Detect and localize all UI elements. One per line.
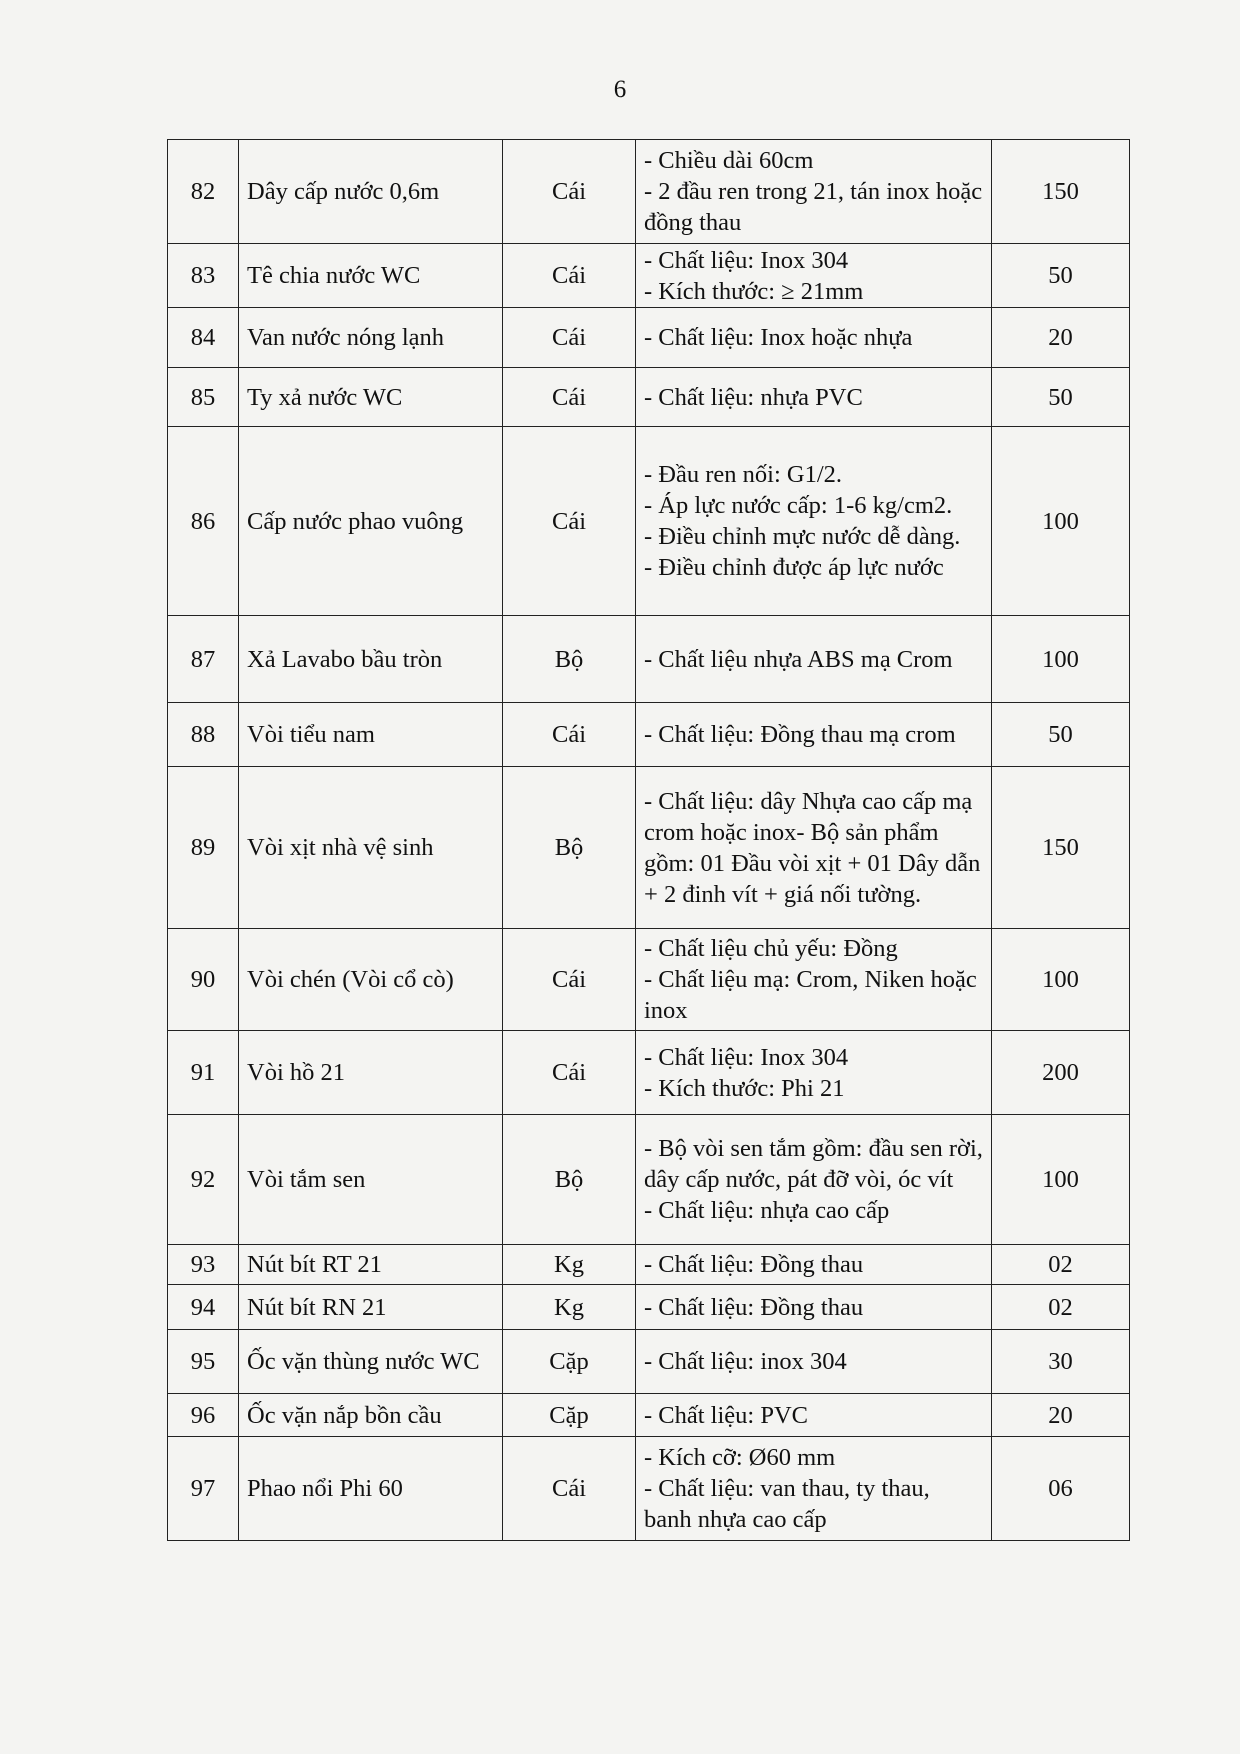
item-name: Vòi tắm sen	[239, 1115, 503, 1245]
item-unit: Cái	[503, 427, 636, 616]
row-number: 87	[168, 616, 239, 703]
items-table-body	[168, 140, 1130, 1541]
item-spec: - Chất liệu: Inox hoặc nhựa	[636, 308, 992, 368]
item-spec: - Chất liệu chủ yếu: Đồng - Chất liệu mạ: Crom, Niken hoặc inox	[636, 929, 992, 1031]
table-row	[168, 767, 1130, 929]
item-name: Phao nổi Phi 60	[239, 1437, 503, 1541]
items-table	[167, 139, 1130, 1541]
item-quantity: 100	[992, 1115, 1130, 1245]
item-unit: Cặp	[503, 1394, 636, 1437]
row-number: 94	[168, 1285, 239, 1330]
table-row	[168, 616, 1130, 703]
row-number: 83	[168, 244, 239, 308]
item-unit: Cái	[503, 1031, 636, 1115]
table-row	[168, 703, 1130, 767]
item-spec: - Chiều dài 60cm - 2 đầu ren trong 21, tán inox hoặc đồng thau	[636, 140, 992, 244]
item-spec: - Chất liệu: Inox 304 - Kích thước: Phi 21	[636, 1031, 992, 1115]
item-unit: Cái	[503, 140, 636, 244]
item-name: Ốc vặn thùng nước WC	[239, 1330, 503, 1394]
row-number: 90	[168, 929, 239, 1031]
item-name: Dây cấp nước 0,6m	[239, 140, 503, 244]
item-unit: Cái	[503, 308, 636, 368]
item-quantity: 02	[992, 1245, 1130, 1285]
item-quantity: 50	[992, 244, 1130, 308]
item-spec: - Kích cỡ: Ø60 mm - Chất liệu: van thau, ty thau, banh nhựa cao cấp	[636, 1437, 992, 1541]
table-row	[168, 1285, 1130, 1330]
item-quantity: 100	[992, 929, 1130, 1031]
item-quantity: 100	[992, 427, 1130, 616]
item-spec: - Chất liệu nhựa ABS mạ Crom	[636, 616, 992, 703]
item-quantity: 50	[992, 368, 1130, 427]
item-spec: - Chất liệu: inox 304	[636, 1330, 992, 1394]
item-name: Nút bít RN 21	[239, 1285, 503, 1330]
item-unit: Bộ	[503, 616, 636, 703]
item-name: Cấp nước phao vuông	[239, 427, 503, 616]
item-quantity: 150	[992, 140, 1130, 244]
table-row	[168, 308, 1130, 368]
item-spec: - Bộ vòi sen tắm gồm: đầu sen rời, dây cấp nước, pát đỡ vòi, óc vít - Chất liệu: nhựa cao cấp	[636, 1115, 992, 1245]
item-unit: Cái	[503, 1437, 636, 1541]
item-name: Vòi hồ 21	[239, 1031, 503, 1115]
table-row	[168, 929, 1130, 1031]
table-row	[168, 140, 1130, 244]
row-number: 92	[168, 1115, 239, 1245]
row-number: 86	[168, 427, 239, 616]
table-row	[168, 1031, 1130, 1115]
table-row	[168, 1394, 1130, 1437]
item-name: Vòi tiểu nam	[239, 703, 503, 767]
item-unit: Cái	[503, 244, 636, 308]
row-number: 89	[168, 767, 239, 929]
item-quantity: 200	[992, 1031, 1130, 1115]
row-number: 91	[168, 1031, 239, 1115]
item-spec: - Chất liệu: Đồng thau	[636, 1245, 992, 1285]
item-spec: - Chất liệu: Inox 304 - Kích thước: ≥ 21mm	[636, 244, 992, 308]
table-row	[168, 368, 1130, 427]
row-number: 88	[168, 703, 239, 767]
item-unit: Kg	[503, 1245, 636, 1285]
item-unit: Bộ	[503, 1115, 636, 1245]
item-name: Vòi xịt nhà vệ sinh	[239, 767, 503, 929]
table-row	[168, 1437, 1130, 1541]
item-quantity: 30	[992, 1330, 1130, 1394]
item-quantity: 50	[992, 703, 1130, 767]
table-row	[168, 427, 1130, 616]
table-row	[168, 1330, 1130, 1394]
item-spec: - Chất liệu: dây Nhựa cao cấp mạ crom hoặc inox- Bộ sản phẩm gồm: 01 Đầu vòi xịt + 01 Dây dẫn + 2 đinh vít + giá nối tường.	[636, 767, 992, 929]
page-number: 6	[613, 76, 627, 103]
row-number: 84	[168, 308, 239, 368]
item-name: Tê chia nước WC	[239, 244, 503, 308]
item-name: Vòi chén (Vòi cổ cò)	[239, 929, 503, 1031]
item-spec: - Đầu ren nối: G1/2. - Áp lực nước cấp: 1-6 kg/cm2. - Điều chỉnh mực nước dễ dàng. - Điều chỉnh được áp lực nước	[636, 427, 992, 616]
item-unit: Cái	[503, 929, 636, 1031]
item-unit: Bộ	[503, 767, 636, 929]
item-unit: Kg	[503, 1285, 636, 1330]
row-number: 95	[168, 1330, 239, 1394]
item-name: Ốc vặn nắp bồn cầu	[239, 1394, 503, 1437]
item-spec: - Chất liệu: Đồng thau	[636, 1285, 992, 1330]
item-unit: Cái	[503, 703, 636, 767]
table-row	[168, 1115, 1130, 1245]
item-spec: - Chất liệu: nhựa PVC	[636, 368, 992, 427]
item-quantity: 20	[992, 1394, 1130, 1437]
item-name: Ty xả nước WC	[239, 368, 503, 427]
item-name: Van nước nóng lạnh	[239, 308, 503, 368]
row-number: 82	[168, 140, 239, 244]
row-number: 85	[168, 368, 239, 427]
item-quantity: 02	[992, 1285, 1130, 1330]
item-spec: - Chất liệu: PVC	[636, 1394, 992, 1437]
item-quantity: 20	[992, 308, 1130, 368]
row-number: 93	[168, 1245, 239, 1285]
item-name: Nút bít RT 21	[239, 1245, 503, 1285]
item-quantity: 100	[992, 616, 1130, 703]
table-row	[168, 1245, 1130, 1285]
row-number: 96	[168, 1394, 239, 1437]
item-spec: - Chất liệu: Đồng thau mạ crom	[636, 703, 992, 767]
item-name: Xả Lavabo bầu tròn	[239, 616, 503, 703]
item-unit: Cặp	[503, 1330, 636, 1394]
row-number: 97	[168, 1437, 239, 1541]
table-row	[168, 244, 1130, 308]
item-quantity: 150	[992, 767, 1130, 929]
item-unit: Cái	[503, 368, 636, 427]
item-quantity: 06	[992, 1437, 1130, 1541]
